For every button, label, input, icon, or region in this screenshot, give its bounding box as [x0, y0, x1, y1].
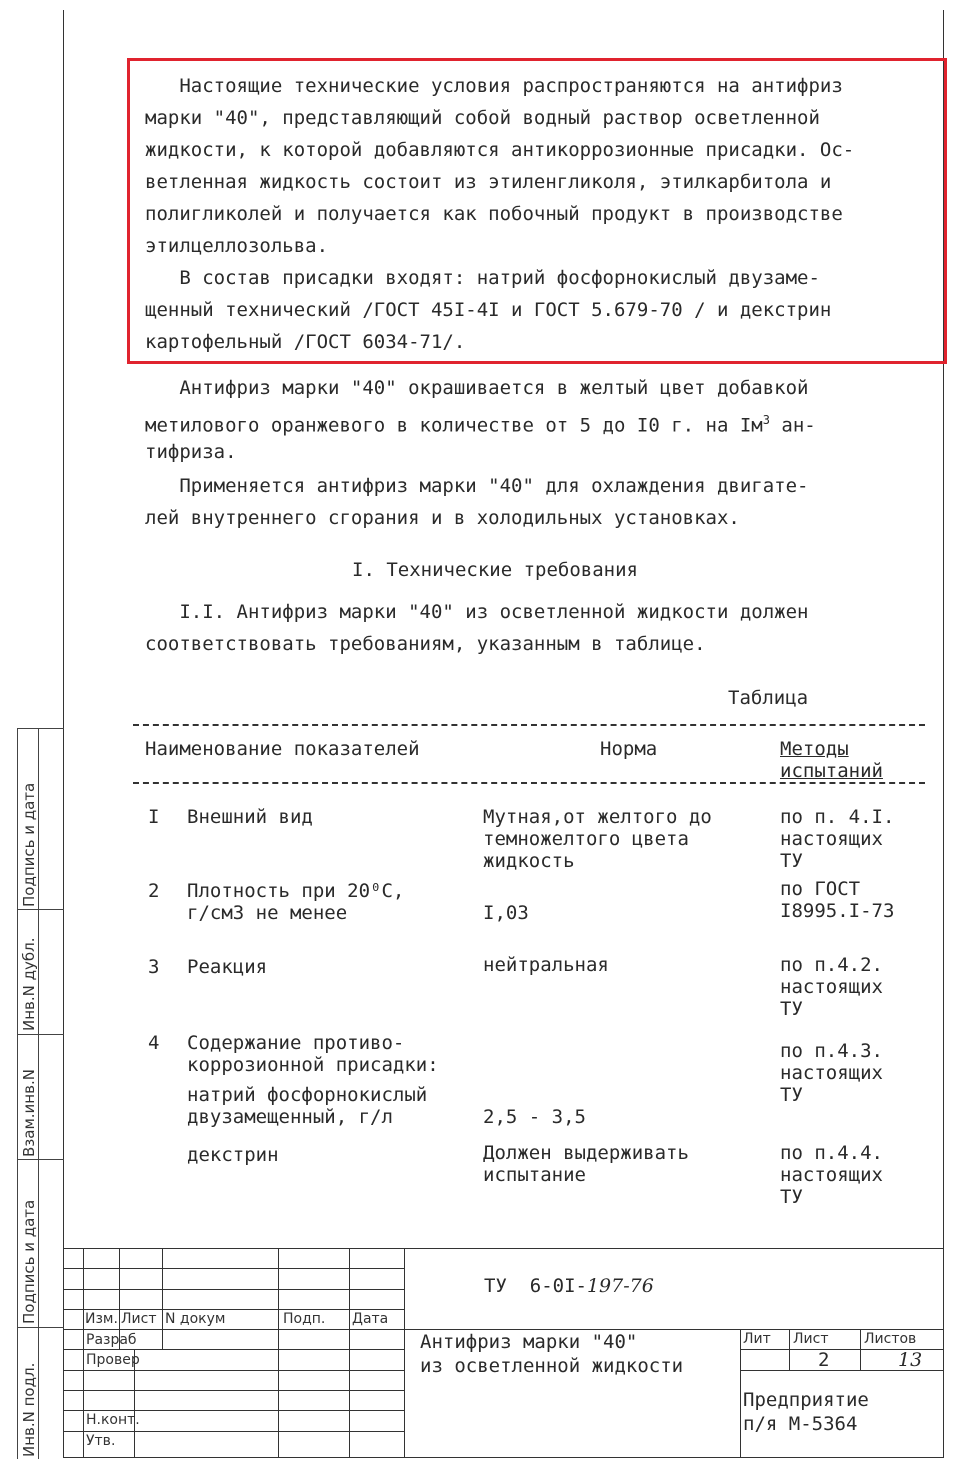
side-label-dup-inv: Инв.N дубл.	[20, 937, 38, 1031]
row-method: по ГОСТ I8995.I-73	[780, 878, 895, 922]
row-name: Содержание противо- коррозионной присадки:	[187, 1032, 439, 1076]
text-line: щенный технический /ГОСТ 45I-4I и ГОСТ 5.679-70 / и декстрин	[145, 299, 832, 321]
stamp-line	[789, 1329, 790, 1370]
table-rule-header	[133, 782, 925, 784]
row-method: по п.4.4. настоящих ТУ	[780, 1142, 883, 1208]
text-line: лей внутреннего сгорания и в холодильных установках.	[145, 507, 740, 529]
row-norm: Должен выдерживать испытание	[483, 1142, 689, 1186]
row-name: Реакция	[187, 956, 268, 978]
text-line: тифриза.	[145, 441, 237, 463]
text-line: В состав присадки входят: натрий фосфорнокислый двузаме-	[145, 267, 820, 289]
stamp-label-sheets: Листов	[864, 1331, 917, 1347]
doc-code-printed: ТУ 6-0I-	[484, 1275, 587, 1297]
stamp-col-change: Изм.	[85, 1311, 118, 1327]
stamp-role-approved: Утв.	[86, 1433, 116, 1449]
row-name: Плотность при 20⁰С, г/см3 не менее	[187, 880, 405, 924]
enterprise-name: Предприятие п/я М-5364	[743, 1389, 869, 1435]
sheets-count: 13	[898, 1349, 923, 1371]
side-column-divider	[38, 729, 39, 1459]
row-number: I	[148, 806, 160, 828]
stamp-line	[63, 1349, 404, 1350]
row-method: по п.4.2. настоящих ТУ	[780, 954, 883, 1020]
stamp-label-sheet: Лист	[793, 1331, 829, 1347]
doc-code-handwritten: 197-76	[586, 1275, 654, 1297]
stamp-role-normcontrol: Н.конт.	[86, 1412, 140, 1428]
stamp-line	[162, 1248, 163, 1349]
side-label-signature-date: Подпись и дата	[20, 782, 38, 907]
side-column-separator	[18, 909, 64, 910]
stamp-line	[63, 1410, 404, 1411]
stamp-line	[63, 1289, 404, 1290]
row-name: натрий фосфорнокислый двузамещенный, г/л	[187, 1084, 428, 1128]
doc-code	[484, 1270, 654, 1302]
text-line-main: метилового оранжевого в количестве от 5 до I0 г. на Iм	[145, 414, 763, 437]
stamp-line	[63, 1390, 404, 1391]
row-name: декстрин	[187, 1144, 279, 1166]
stamp-line	[63, 1268, 404, 1269]
stamp-label-lit: Лит	[743, 1331, 771, 1347]
stamp-col-date: Дата	[352, 1311, 389, 1327]
stamp-line	[860, 1329, 861, 1370]
stamp-role-developed: Разраб	[86, 1332, 137, 1348]
row-number: 3	[148, 956, 160, 978]
row-norm: Мутная,от желтого до темножелтого цвета жидкость	[483, 806, 712, 872]
side-label-replace-inv: Взам.инв.N	[20, 1069, 38, 1157]
side-column-separator	[18, 1327, 64, 1328]
text-line-tail: ан-	[769, 414, 816, 437]
text-line: картофельный /ГОСТ 6034-71/.	[145, 331, 466, 353]
table-caption: Таблица	[728, 687, 809, 709]
stamp-line	[349, 1248, 350, 1458]
document-title: Антифриз марки "40" из осветленной жидкости	[420, 1331, 684, 1377]
row-number: 2	[148, 880, 160, 902]
text-line: Настоящие технические условия распространяются на антифриз	[145, 75, 843, 97]
side-binding-column	[17, 728, 64, 1459]
row-method: по п. 4.I. настоящих ТУ	[780, 806, 895, 872]
text-line: Антифриз марки "40" окрашивается в желтый цвет добавкой	[145, 377, 809, 399]
stamp-role-checked: Провер	[86, 1352, 140, 1368]
table-header-name: Наименование показателей	[145, 738, 420, 760]
stamp-line	[63, 1431, 404, 1432]
section-title: I. Технические требования	[352, 559, 638, 581]
text-line: полигликолей и получается как побочный продукт в производстве	[145, 203, 843, 225]
text-line	[145, 404, 816, 441]
table-header-methods: Методы испытаний	[780, 738, 883, 782]
stamp-line	[278, 1248, 279, 1458]
stamp-col-sheet: Лист	[121, 1311, 157, 1327]
table-rule-top	[133, 724, 925, 726]
text-line: I.I. Антифриз марки "40" из осветленной жидкости должен	[145, 601, 809, 623]
side-column-separator	[18, 1159, 64, 1160]
stamp-line	[63, 1309, 404, 1310]
text-line: марки "40", представляющий собой водный раствор осветленной	[145, 107, 820, 129]
text-line: ветленная жидкость состоит из этиленгликоля, этилкарбитола и	[145, 171, 832, 193]
text-line: этилцеллозольва.	[145, 235, 329, 257]
row-norm: нейтральная	[483, 954, 609, 976]
row-number: 4	[148, 1032, 160, 1054]
table-header-norm: Норма	[600, 738, 658, 760]
stamp-line	[83, 1248, 84, 1458]
text-line: Применяется антифриз марки "40" для охлаждения двигате-	[145, 475, 809, 497]
side-label-signature-date-2: Подпись и дата	[20, 1199, 38, 1324]
stamp-line	[63, 1370, 404, 1371]
text-line: жидкости, к которой добавляются антикоррозионные присадки. Ос-	[145, 139, 855, 161]
stamp-line	[404, 1248, 405, 1458]
side-column-separator	[18, 1034, 64, 1035]
text-line: соответствовать требованиям, указанным в таблице.	[145, 633, 706, 655]
row-norm: 2,5 - 3,5	[483, 1106, 586, 1128]
row-norm: I,03	[483, 902, 529, 924]
stamp-line	[740, 1329, 741, 1458]
side-label-orig-inv: Инв.N подл.	[20, 1362, 38, 1457]
frame-bottom-line	[63, 1457, 944, 1458]
sheet-number: 2	[818, 1349, 830, 1371]
row-method: по п.4.3. настоящих ТУ	[780, 1040, 883, 1106]
stamp-col-docnum: N докум	[165, 1311, 226, 1327]
stamp-col-signature: Подп.	[283, 1311, 326, 1327]
superscript: 3	[762, 413, 770, 427]
row-name: Внешний вид	[187, 806, 313, 828]
stamp-line-top	[63, 1248, 944, 1249]
